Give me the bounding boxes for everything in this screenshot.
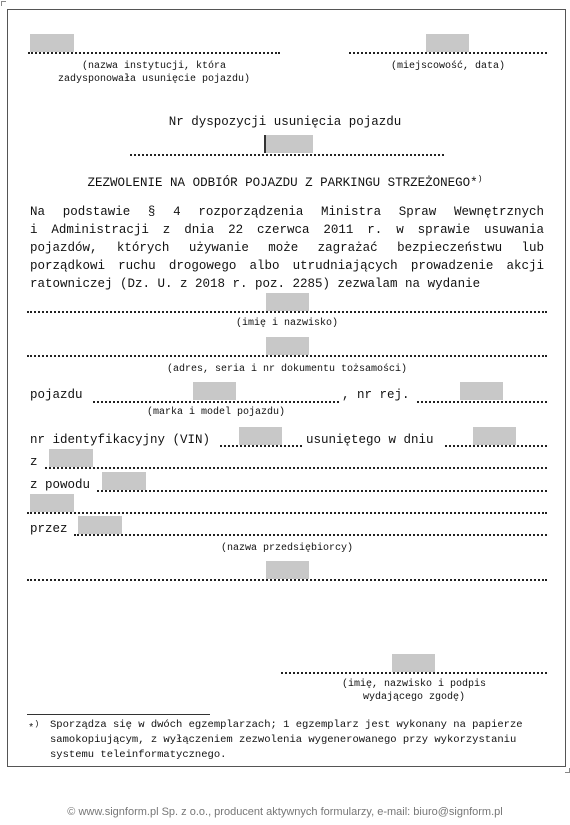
removed-label: usuniętego w dniu — [306, 433, 434, 447]
name-caption: (imię i nazwisko) — [235, 318, 339, 329]
signature-caption: (imię, nazwisko i podpis wydającego zgodę) — [341, 679, 487, 703]
address-caption: (adres, seria i nr dokumentu tożsamości) — [166, 364, 408, 375]
reason-line — [97, 490, 547, 492]
name-line — [27, 311, 547, 313]
institution-caption: (nazwa instytucji, która zadysponowała usunięcie pojazdu) — [57, 61, 251, 85]
company-caption: (nazwa przedsiębiorcy) — [220, 543, 354, 554]
address-line — [27, 355, 547, 357]
vehicle-make-input[interactable] — [193, 382, 236, 400]
disposition-number-input[interactable] — [264, 135, 313, 153]
place-date-line — [349, 52, 547, 54]
paragraph-line: i Administracji z dnia 22 czerwca 2011 r. w sprawie usuwania — [30, 223, 544, 237]
paragraph-line: porządkowi ruchu drogowego albo utrudniających prowadzenie akcji — [30, 259, 544, 273]
from-location-input[interactable] — [49, 449, 93, 467]
registration-line — [417, 401, 547, 403]
from-label: z — [30, 455, 38, 469]
place-date-input[interactable] — [426, 34, 469, 52]
name-input[interactable] — [266, 293, 309, 311]
reg-label: , nr rej. — [342, 388, 410, 402]
company-input[interactable] — [78, 516, 122, 534]
vehicle-label: pojazdu — [30, 388, 83, 402]
make-caption: (marka i model pojazdu) — [146, 407, 286, 418]
paragraph-line: pojazdów, których używanie może zagrażać bezpieczeństwu lub — [30, 241, 544, 255]
publisher-credit: © www.signform.pl Sp. z o.o., producent aktywnych formularzy, e-mail: biuro@signform.pl — [67, 806, 503, 818]
place-date-caption: (miejscowość, data) — [390, 61, 506, 72]
company-continuation-input[interactable] — [266, 561, 309, 579]
company-line — [74, 534, 547, 536]
paragraph-line: ratowniczej (Dz. U. z 2018 r. poz. 2285) zezwalam na wydanie — [30, 277, 481, 291]
disposition-label: Nr dyspozycji usunięcia pojazdu — [168, 115, 402, 129]
by-label: przez — [30, 522, 68, 536]
from-location-line — [45, 467, 547, 469]
footnote-separator — [27, 714, 210, 715]
address-input[interactable] — [266, 337, 309, 355]
page-corner-mark — [1, 1, 6, 6]
vehicle-make-line — [93, 401, 339, 403]
legal-basis-paragraph — [30, 203, 544, 293]
removal-date-input[interactable] — [473, 427, 516, 445]
form-title: ZEZWOLENIE NA ODBIÓR POJAZDU Z PARKINGU STRZEŻONEGO*) — [87, 175, 483, 191]
signature-input[interactable] — [392, 654, 435, 672]
reason-input[interactable] — [102, 472, 146, 490]
institution-input[interactable] — [30, 34, 74, 52]
vin-label: nr identyfikacyjny (VIN) — [30, 433, 211, 447]
company-continuation-line — [27, 579, 547, 581]
disposition-line — [130, 154, 444, 156]
footnote-marker: *) — [28, 720, 40, 735]
vin-line — [220, 445, 302, 447]
page-corner-mark — [565, 768, 570, 773]
footnote-text: Sporządza się w dwóch egzemplarzach; 1 egzemplarz jest wykonany na papierze samokopiującym, z wyłączeniem zezwolenia wygenerowanego przy wykorzystaniu systemu teleinformatycznego. — [50, 719, 523, 761]
vin-input[interactable] — [239, 427, 282, 445]
reason-continuation-line — [27, 512, 547, 514]
paragraph-line: Na podstawie § 4 rozporządzenia Ministra Spraw Wewnętrznych — [30, 205, 544, 219]
institution-line — [28, 52, 280, 54]
registration-input[interactable] — [460, 382, 503, 400]
reason-label: z powodu — [30, 478, 91, 492]
removal-date-line — [445, 445, 547, 447]
signature-line — [281, 672, 547, 674]
reason-continuation-input[interactable] — [30, 494, 74, 512]
